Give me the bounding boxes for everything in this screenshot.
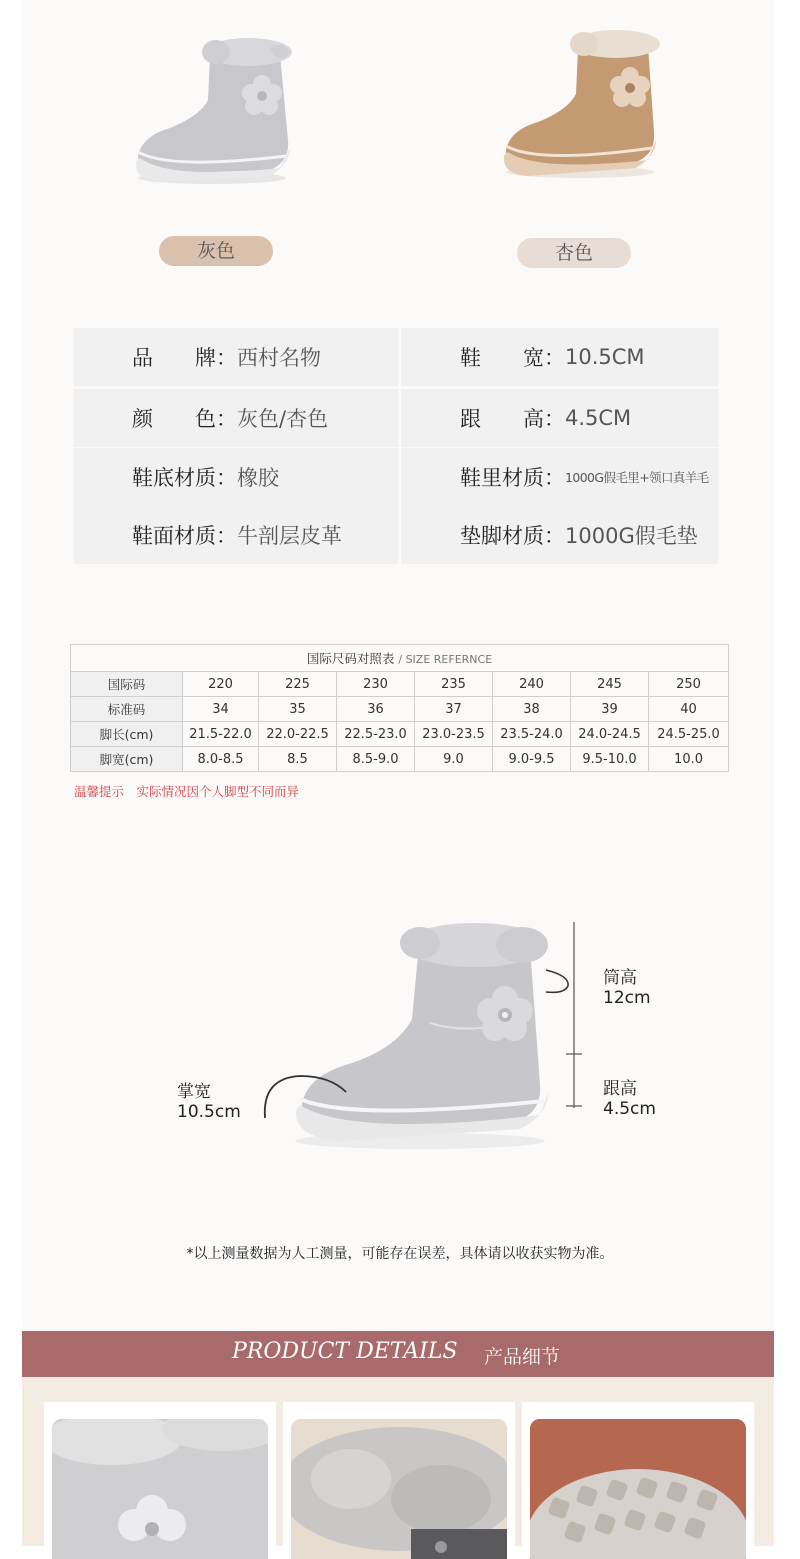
- detail-photo: [530, 1419, 746, 1559]
- size-cell: 10.0: [649, 747, 729, 772]
- apricot-boot-image: [498, 26, 668, 186]
- spec-label: 跟 高：: [460, 407, 565, 431]
- spec-row-sole: [74, 448, 398, 506]
- size-cell: 35: [259, 697, 337, 722]
- spec-row-insole: [401, 506, 718, 564]
- spec-label: 品 牌：: [132, 346, 237, 370]
- size-cell: 23.0-23.5: [415, 722, 493, 747]
- size-cell: 24.5-25.0: [649, 722, 729, 747]
- variant-gray-label: 灰色: [196, 240, 235, 262]
- width-value: 10.5cm: [177, 1102, 241, 1122]
- size-chart-title-en: / SIZE REFERNCE: [398, 653, 493, 666]
- boot-closeup-flower-icon: [52, 1419, 268, 1559]
- spec-value: 橡胶: [237, 466, 279, 490]
- size-cell: 36: [337, 697, 415, 722]
- spec-label: 鞋底材质：: [132, 466, 237, 490]
- spec-value: 牛剖层皮革: [237, 524, 342, 548]
- shaft-value: 12cm: [603, 988, 651, 1008]
- spec-value: 1000G假毛垫: [565, 524, 698, 548]
- size-cell: 8.5: [259, 747, 337, 772]
- size-cell: 38: [493, 697, 571, 722]
- row-header: 国际码: [71, 672, 183, 697]
- size-cell: 9.0: [415, 747, 493, 772]
- spec-row-lining: [401, 448, 718, 506]
- spec-value: 西村名物: [237, 346, 321, 370]
- width-label: 掌宽: [177, 1082, 211, 1102]
- row-header: 脚宽(cm): [71, 747, 183, 772]
- size-row-standard: [71, 697, 729, 722]
- spec-row-upper: [74, 506, 398, 564]
- size-row-international: [71, 672, 729, 697]
- row-header: 标准码: [71, 697, 183, 722]
- measurement-note: *以上测量数据为人工测量，可能存在误差，具体请以收获实物为准。: [186, 1246, 614, 1262]
- size-cell: 8.5-9.0: [337, 747, 415, 772]
- variant-gray-pill[interactable]: [159, 236, 273, 266]
- size-cell: 37: [415, 697, 493, 722]
- detail-card: [44, 1402, 276, 1546]
- heel-value: 4.5cm: [603, 1099, 656, 1119]
- spec-value: 1000G假毛里+领口真羊毛: [565, 470, 709, 485]
- size-cell: 245: [571, 672, 649, 697]
- detail-photo: [291, 1419, 507, 1559]
- product-details-banner: [22, 1331, 774, 1377]
- size-chart-title-cn: 国际尺码对照表: [306, 651, 395, 666]
- shaft-height-label: [603, 968, 651, 1008]
- detail-card: [522, 1402, 754, 1546]
- size-chart: [70, 644, 728, 772]
- row-header: 脚长(cm): [71, 722, 183, 747]
- spec-label: 鞋里材质：: [460, 466, 565, 490]
- spec-label: 鞋面材质：: [132, 524, 237, 548]
- size-row-foot-width: [71, 747, 729, 772]
- size-cell: 21.5-22.0: [183, 722, 259, 747]
- spec-row-width: [401, 328, 718, 386]
- size-cell: 240: [493, 672, 571, 697]
- gray-boot-image: [130, 30, 300, 190]
- size-cell: 225: [259, 672, 337, 697]
- heel-label: 跟高: [603, 1079, 637, 1099]
- spec-row-brand: [74, 328, 398, 386]
- spec-label: 垫脚材质：: [460, 524, 565, 548]
- size-cell: 220: [183, 672, 259, 697]
- fur-collar-closeup-icon: [291, 1419, 507, 1559]
- spec-value: 灰色/杏色: [237, 407, 329, 431]
- detail-photo: [52, 1419, 268, 1559]
- heel-height-label: [603, 1079, 656, 1119]
- variant-apricot-label: 杏色: [554, 242, 593, 264]
- banner-title-cn: 产品细节: [484, 1346, 561, 1368]
- size-cell: 9.5-10.0: [571, 747, 649, 772]
- size-cell: 23.5-24.0: [493, 722, 571, 747]
- size-cell: 22.5-23.0: [337, 722, 415, 747]
- spec-table: [74, 328, 718, 566]
- size-cell: 34: [183, 697, 259, 722]
- measurement-guides: [0, 900, 800, 1140]
- sole-tread-closeup-icon: [530, 1419, 746, 1559]
- size-cell: 9.0-9.5: [493, 747, 571, 772]
- size-cell: 8.0-8.5: [183, 747, 259, 772]
- size-cell: 230: [337, 672, 415, 697]
- spec-label: 颜 色：: [132, 407, 237, 431]
- size-cell: 22.0-22.5: [259, 722, 337, 747]
- size-row-foot-length: [71, 722, 729, 747]
- size-tip: 温馨提示 实际情况因个人脚型不同而异: [74, 784, 300, 799]
- size-cell: 40: [649, 697, 729, 722]
- size-cell: 39: [571, 697, 649, 722]
- spec-row-heel: [401, 389, 718, 447]
- spec-value: 10.5CM: [565, 345, 645, 369]
- size-cell: 24.0-24.5: [571, 722, 649, 747]
- sole-width-label: [177, 1082, 241, 1122]
- size-cell: 250: [649, 672, 729, 697]
- spec-label: 鞋 宽：: [460, 346, 565, 370]
- spec-row-color: [74, 389, 398, 447]
- banner-title-en: PRODUCT DETAILS: [232, 1339, 458, 1364]
- shaft-label: 筒高: [603, 968, 637, 988]
- variant-apricot-pill[interactable]: [517, 238, 631, 268]
- size-cell: 235: [415, 672, 493, 697]
- size-chart-title: [71, 645, 729, 672]
- page-background: [22, 0, 774, 1546]
- detail-card: [283, 1402, 515, 1546]
- spec-value: 4.5CM: [565, 406, 632, 430]
